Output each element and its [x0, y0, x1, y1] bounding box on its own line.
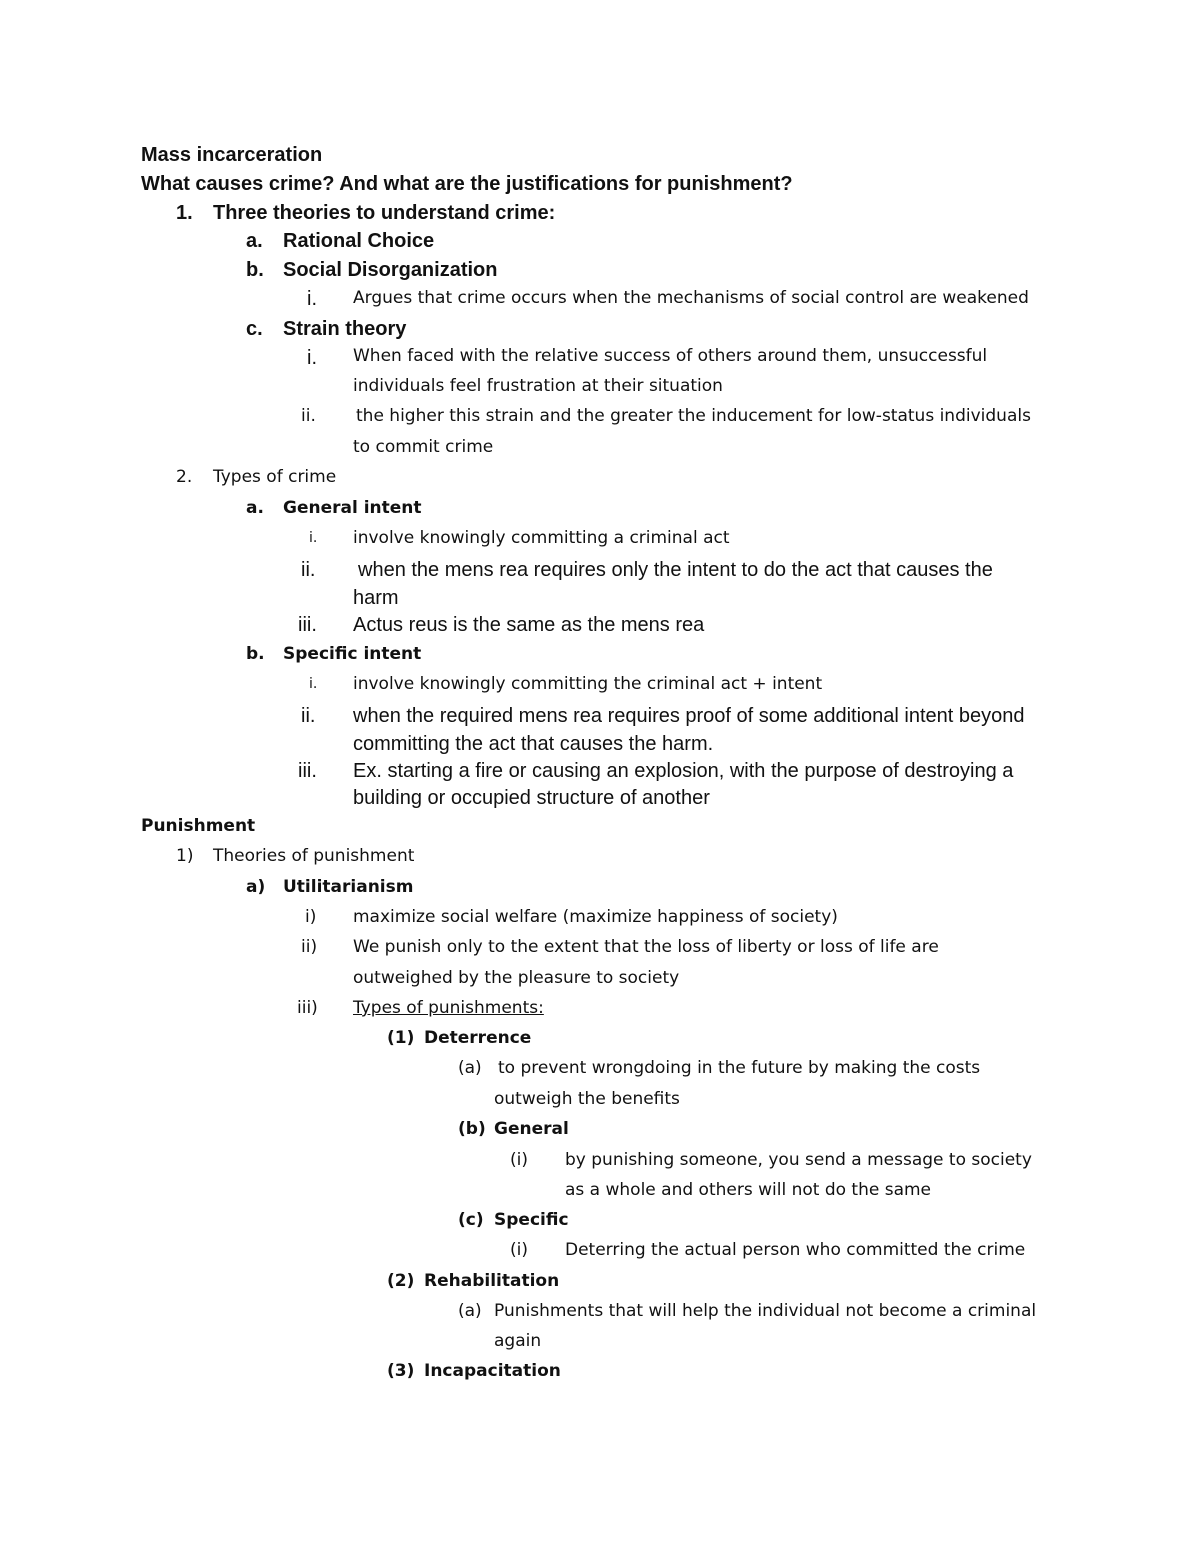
strain-point-2-marker: ii. [301, 406, 316, 426]
general-deterrence-i-line-1: by punishing someone, you send a message to society [565, 1150, 1032, 1170]
utilitarianism-point-2-line-1: We punish only to the extent that the loss of liberty or loss of life are [353, 937, 939, 957]
rational-choice-label: Rational Choice [283, 230, 435, 252]
strain-theory-label: Strain theory [283, 318, 407, 340]
general-deterrence-label: General [494, 1119, 569, 1139]
general-deterrence-marker: (b) [458, 1119, 486, 1139]
deterrence-marker: (1) [387, 1028, 415, 1048]
section-2-heading: Types of crime [213, 467, 337, 487]
theories-heading: Theories of punishment [213, 846, 415, 866]
rehabilitation-marker: (2) [387, 1271, 415, 1291]
utilitarianism-point-1-marker: i) [305, 907, 317, 927]
strain-point-1-line-2: individuals feel frustration at their situation [353, 376, 723, 396]
specific-intent-marker: b. [246, 644, 265, 664]
section-1-marker: 1. [176, 202, 193, 224]
general-deterrence-i-marker: (i) [510, 1150, 528, 1170]
guiding-question: What causes crime? And what are the justifications for punishment? [141, 173, 793, 195]
strain-point-1-marker: i. [307, 347, 317, 369]
incapacitation-marker: (3) [387, 1361, 415, 1381]
rehabilitation-a-line-2: again [494, 1331, 542, 1351]
utilitarianism-point-2-line-2: outweighed by the pleasure to society [353, 968, 680, 988]
deterrence-a-line-2: outweigh the benefits [494, 1089, 680, 1109]
general-intent-point-1: involve knowingly committing a criminal act [353, 528, 730, 548]
rational-choice-marker: a. [246, 230, 263, 252]
general-intent-point-2-line-2: harm [353, 587, 399, 609]
specific-intent-point-3-line-1: Ex. starting a fire or causing an explosion, with the purpose of destroying a [353, 760, 1014, 782]
rehabilitation-a-marker: (a) [458, 1301, 482, 1321]
specific-intent-point-3-line-2: building or occupied structure of another [353, 787, 710, 809]
utilitarianism-marker: a) [246, 877, 266, 897]
specific-intent-point-1-marker: i. [309, 676, 318, 692]
social-disorganization-point: Argues that crime occurs when the mechanisms of social control are weakened [353, 288, 1029, 308]
utilitarianism-point-2-marker: ii) [301, 937, 318, 957]
rehabilitation-label: Rehabilitation [424, 1271, 560, 1291]
utilitarianism-label: Utilitarianism [283, 877, 414, 897]
general-intent-label: General intent [283, 498, 422, 518]
specific-intent-point-1: involve knowingly committing the criminal act + intent [353, 674, 823, 694]
incapacitation-label: Incapacitation [424, 1361, 561, 1381]
strain-point-2-line-2: to commit crime [353, 437, 494, 457]
specific-deterrence-i-marker: (i) [510, 1240, 528, 1260]
general-intent-point-1-marker: i. [309, 530, 318, 546]
deterrence-a-line-1: to prevent wrongdoing in the future by making the costs [498, 1058, 981, 1078]
general-intent-point-2-marker: ii. [301, 559, 316, 581]
specific-deterrence-marker: (c) [458, 1210, 484, 1230]
document-title: Mass incarceration [141, 144, 323, 166]
general-intent-point-2-line-1: when the mens rea requires only the intent to do the act that causes the [358, 559, 993, 581]
deterrence-a-marker: (a) [458, 1058, 482, 1078]
section-2-marker: 2. [176, 467, 193, 487]
general-intent-marker: a. [246, 498, 264, 518]
social-disorganization-marker: b. [246, 259, 264, 281]
specific-intent-point-2-line-1: when the required mens rea requires proof of some additional intent beyond [353, 705, 1025, 727]
utilitarianism-point-1: maximize social welfare (maximize happiness of society) [353, 907, 838, 927]
strain-point-2-line-1: the higher this strain and the greater the inducement for low-status individuals [356, 406, 1031, 426]
utilitarianism-point-3-marker: iii) [297, 998, 318, 1018]
punishment-heading: Punishment [141, 816, 256, 836]
general-intent-point-3-marker: iii. [298, 614, 317, 636]
specific-intent-point-2-line-2: committing the act that causes the harm. [353, 733, 714, 755]
deterrence-label: Deterrence [424, 1028, 532, 1048]
section-1-heading: Three theories to understand crime: [213, 202, 556, 224]
rehabilitation-a-line-1: Punishments that will help the individual not become a criminal [494, 1301, 1037, 1321]
strain-theory-marker: c. [246, 318, 263, 340]
specific-intent-label: Specific intent [283, 644, 422, 664]
specific-intent-point-3-marker: iii. [298, 760, 317, 782]
general-intent-point-3: Actus reus is the same as the mens rea [353, 614, 705, 636]
types-of-punishments-heading: Types of punishments: [353, 998, 544, 1018]
social-disorganization-label: Social Disorganization [283, 259, 498, 281]
specific-intent-point-2-marker: ii. [301, 705, 316, 727]
specific-deterrence-label: Specific [494, 1210, 569, 1230]
specific-deterrence-i: Deterring the actual person who committed the crime [565, 1240, 1026, 1260]
general-deterrence-i-line-2: as a whole and others will not do the same [565, 1180, 932, 1200]
strain-point-1-line-1: When faced with the relative success of others around them, unsuccessful [353, 346, 988, 366]
theories-marker: 1) [176, 846, 194, 866]
social-disorganization-point-marker: i. [307, 288, 317, 310]
